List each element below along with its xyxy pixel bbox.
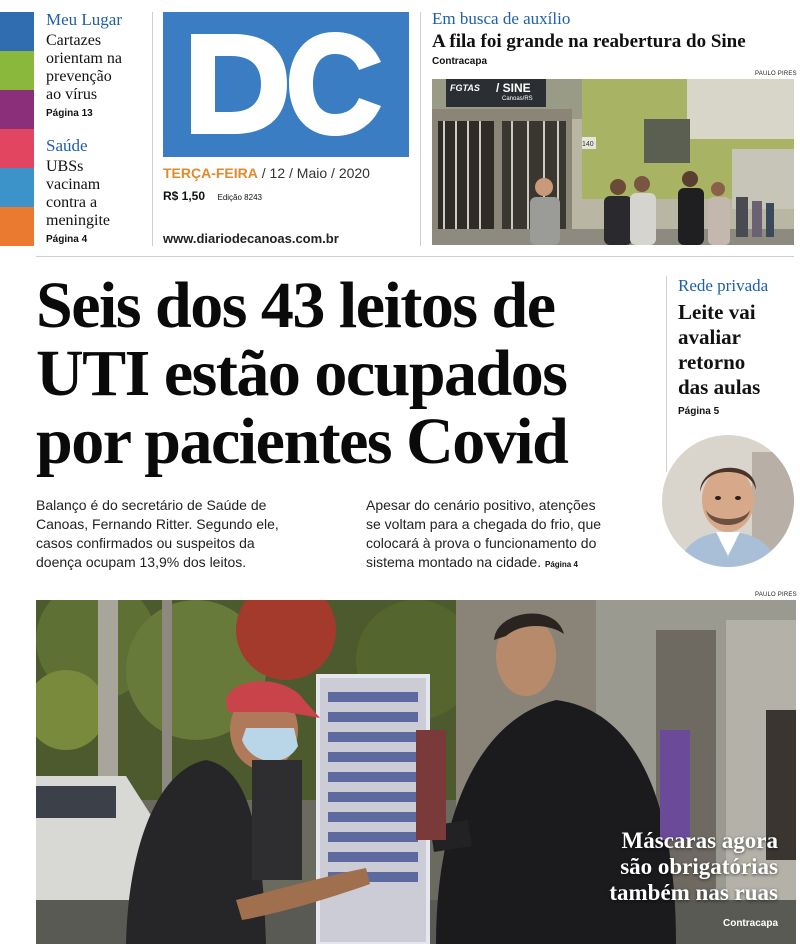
story-title-line: Leite vai [678,300,756,324]
edition-date [163,165,370,181]
deck-line: colocará à prova o funcionamento do [366,535,597,551]
sign-sine: / SINE [496,81,531,95]
deck-right [366,496,656,574]
deck-line: Balanço é do secretário de Saúde de [36,497,267,513]
deck-line: Canoas, Fernando Ritter. Segundo ele, [36,516,279,532]
side-story[interactable] [678,276,796,417]
main-headline[interactable] [36,269,656,478]
teaser-title [46,32,150,104]
headline-line: Seis dos 43 leitos de [36,269,555,342]
story-title: A fila foi grande na reabertura do Sine [432,31,746,52]
portrait-photo-icon [660,432,796,570]
top-story[interactable] [432,9,794,67]
teaser-title-line: ao vírus [46,86,98,103]
photo-credit: PAULO PIRES [755,71,797,77]
photo-caption [609,828,778,906]
strip-lightblue [0,168,34,207]
strip-pink [0,129,34,168]
sign-canoas: Canoas/RS [502,96,533,102]
door-number: 140 [582,141,594,148]
story-title-line: retorno [678,350,746,374]
page-ref: Página 4 [46,234,88,245]
price: R$ 1,50 [163,189,206,203]
caption-line: também nas ruas [609,880,778,905]
teaser-kicker: Saúde [46,136,88,155]
column-divider [420,12,421,246]
strip-purple [0,90,34,129]
sine-sign [446,80,546,108]
weekday: TERÇA-FEIRA [163,165,258,181]
story-kicker: Rede privada [678,276,769,295]
price-edition [163,187,262,205]
section-divider [36,256,794,257]
teaser-title [46,158,150,230]
story-kicker: Em busca de auxílio [432,9,571,28]
teaser-title-line: prevenção [46,68,112,85]
caption-line: são obrigatórias [620,854,778,879]
strip-orange [0,207,34,246]
teaser-kicker: Meu Lugar [46,10,123,29]
queue-photo [432,79,794,245]
section-color-strip [0,12,34,246]
teaser-title-line: vacinam [46,176,101,193]
column-divider [152,12,153,246]
sign-fgtas: FGTAS [450,83,480,93]
dc-logo-icon [163,12,409,157]
story-title [678,300,796,400]
teaser-meu-lugar[interactable] [46,10,150,119]
story-title-line: das aulas [678,375,761,399]
page-ref: Página 5 [678,406,720,417]
governor-photo [660,432,796,570]
story-title-line: avaliar [678,325,741,349]
teaser-title-line: meningite [46,212,110,229]
headline-line: por pacientes Covid [36,405,568,478]
date: / 12 / Maio / 2020 [257,165,370,181]
teaser-title-line: orientam na [46,50,122,67]
deck-line: Apesar do cenário positivo, atenções [366,497,596,513]
page-ref: Página 4 [545,560,578,569]
edition-number: Edição 8243 [217,193,262,202]
page-ref: Contracapa [722,918,778,929]
deck-left [36,496,336,572]
page-ref: Contracapa [432,56,488,67]
teaser-title-line: contra a [46,194,98,211]
deck-line: casos confirmados ou suspeitos da [36,535,255,551]
strip-blue [0,12,34,51]
teaser-title-line: UBSs [46,158,84,175]
deck-line: doença ocupam 13,9% dos leitos. [36,554,247,570]
website-link[interactable]: www.diariodecanoas.com.br [163,231,339,246]
photo-credit: PAULO PIRES [755,592,797,598]
caption-line: Máscaras agora [621,828,778,853]
teaser-title-line: Cartazes [46,32,102,49]
deck-line [366,553,656,574]
newspaper-logo[interactable] [163,12,409,157]
strip-green [0,51,34,90]
page-ref: Página 13 [46,108,93,119]
headline-line: UTI estão ocupados [36,337,567,410]
deck-line: se voltam para a chegada do frio, que [366,516,602,532]
street-vendor-photo[interactable] [36,600,796,944]
deck-line-text: sistema montado na cidade. [366,554,542,570]
teaser-saude[interactable] [46,136,150,245]
